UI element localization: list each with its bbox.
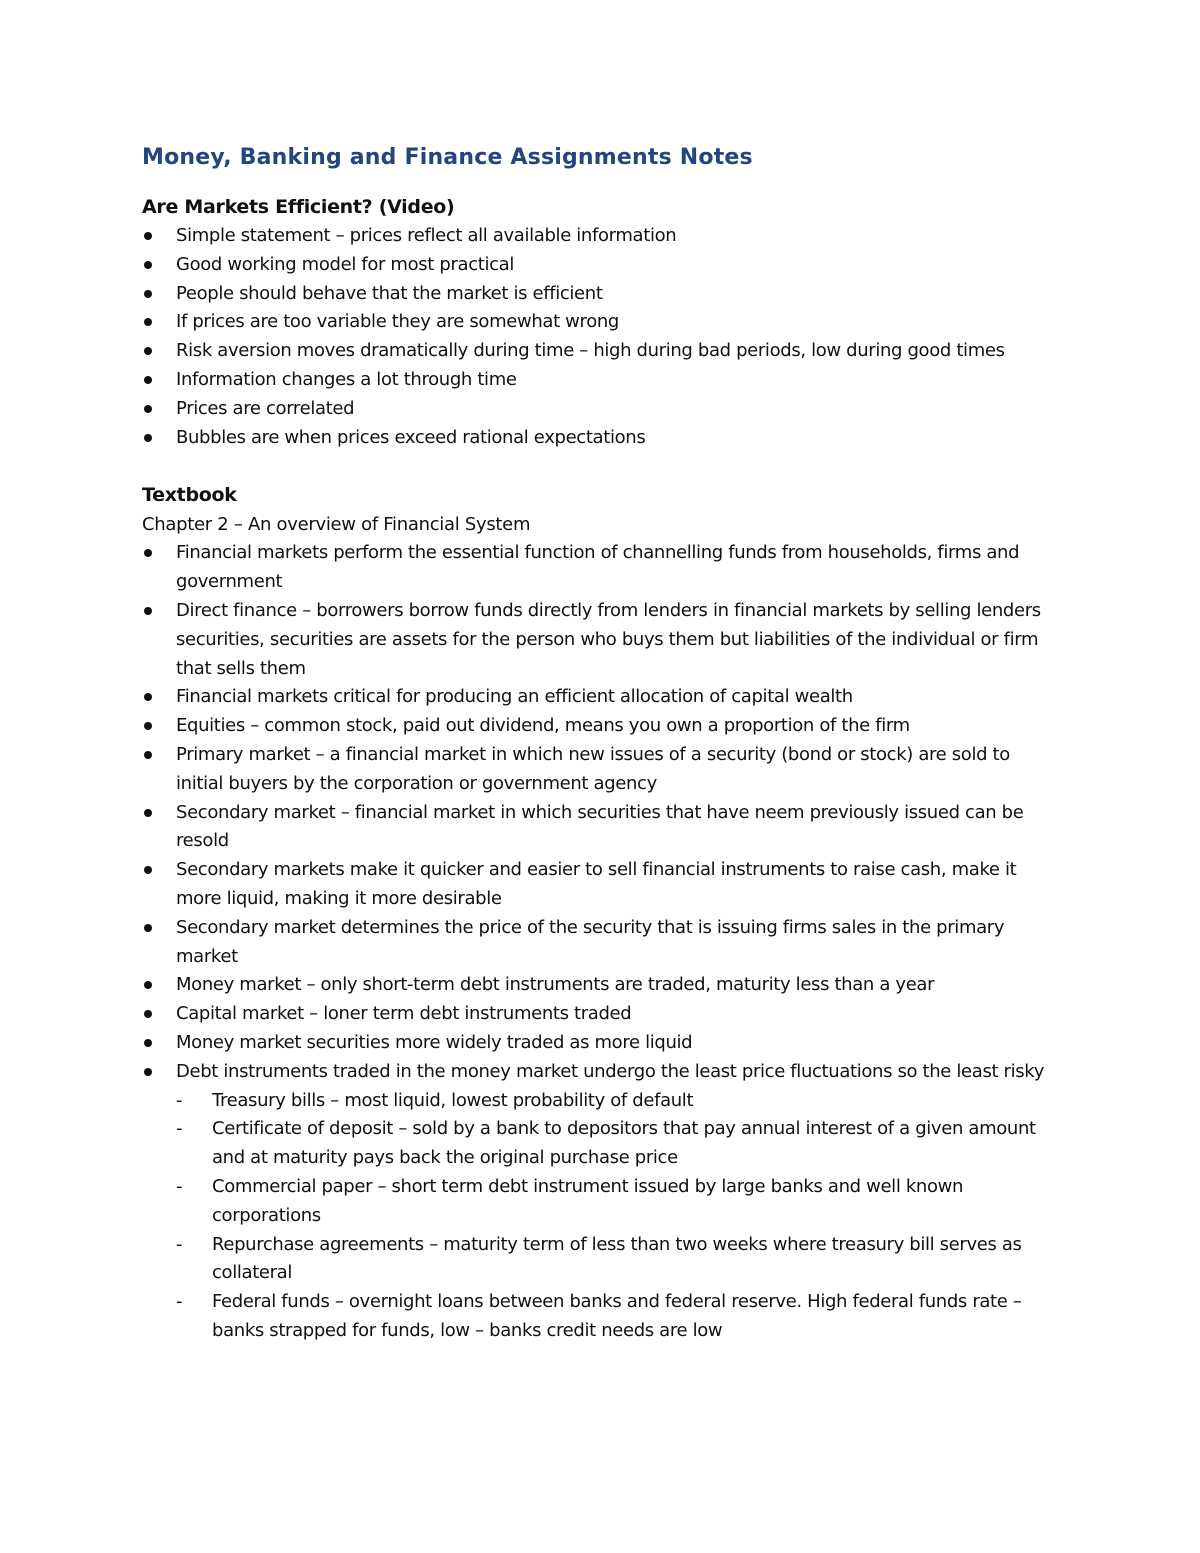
section-heading-markets: Are Markets Efficient? (Video) bbox=[142, 196, 455, 218]
list-item: Direct finance – borrowers borrow funds directly from lenders in financial markets by selling lenders securities, securities are assets for the person who buys them but liabilities of the individual or firm that sells them bbox=[142, 597, 1062, 683]
list-item: Prices are correlated bbox=[142, 395, 1062, 424]
list-item: Financial markets perform the essential function of channelling funds from households, firms and government bbox=[142, 539, 1062, 597]
sub-list-item: - Certificate of deposit – sold by a bank to depositors that pay annual interest of a given amount and at maturity pays back the original purchase price bbox=[176, 1115, 1062, 1173]
list-item: Primary market – a financial market in which new issues of a security (bond or stock) are sold to initial buyers by the corporation or government agency bbox=[142, 741, 1062, 799]
list-item: Secondary markets make it quicker and easier to sell financial instruments to raise cash, make it more liquid, making it more desirable bbox=[142, 856, 1062, 914]
dash-list-money-market bbox=[142, 1087, 1062, 1346]
list-item: Risk aversion moves dramatically during time – high during bad periods, low during good times bbox=[142, 337, 1062, 366]
list-item: People should behave that the market is efficient bbox=[142, 280, 1062, 309]
list-item: Good working model for most practical bbox=[142, 251, 1062, 280]
list-item: Secondary market – financial market in which securities that have neem previously issued can be resold bbox=[142, 799, 1062, 857]
list-item: Debt instruments traded in the money market undergo the least price fluctuations so the least risky bbox=[142, 1058, 1062, 1087]
list-item: Secondary market determines the price of the security that is issuing firms sales in the primary market bbox=[142, 914, 1062, 972]
list-item: Equities – common stock, paid out dividend, means you own a proportion of the firm bbox=[142, 712, 1062, 741]
document-body bbox=[142, 140, 1062, 1346]
list-item: If prices are too variable they are somewhat wrong bbox=[142, 308, 1062, 337]
list-item: Simple statement – prices reflect all available information bbox=[142, 222, 1062, 251]
sub-list-item: - Repurchase agreements – maturity term of less than two weeks where treasury bill serves as collateral bbox=[176, 1231, 1062, 1289]
bullet-list-markets bbox=[142, 222, 1062, 452]
list-item: Bubbles are when prices exceed rational expectations bbox=[142, 424, 1062, 453]
chapter-heading: Chapter 2 – An overview of Financial System bbox=[142, 514, 531, 536]
list-item: Information changes a lot through time bbox=[142, 366, 1062, 395]
sub-list-item: - Commercial paper – short term debt instrument issued by large banks and well known corporations bbox=[176, 1173, 1062, 1231]
list-item: Financial markets critical for producing an efficient allocation of capital wealth bbox=[142, 683, 1062, 712]
list-item: Capital market – loner term debt instruments traded bbox=[142, 1000, 1062, 1029]
bullet-list-textbook bbox=[142, 539, 1062, 1086]
spacer bbox=[142, 176, 1062, 192]
sub-list-item: - Federal funds – overnight loans between banks and federal reserve. High federal funds rate – banks strapped for funds, low – banks credit needs are low bbox=[176, 1288, 1062, 1346]
document-title: Money, Banking and Finance Assignments Notes bbox=[142, 145, 753, 170]
spacer bbox=[142, 452, 1062, 480]
list-item: Money market – only short-term debt instruments are traded, maturity less than a year bbox=[142, 971, 1062, 1000]
section-heading-textbook: Textbook bbox=[142, 484, 237, 507]
sub-list-item: - Treasury bills – most liquid, lowest probability of default bbox=[176, 1087, 1062, 1116]
list-item: Money market securities more widely traded as more liquid bbox=[142, 1029, 1062, 1058]
